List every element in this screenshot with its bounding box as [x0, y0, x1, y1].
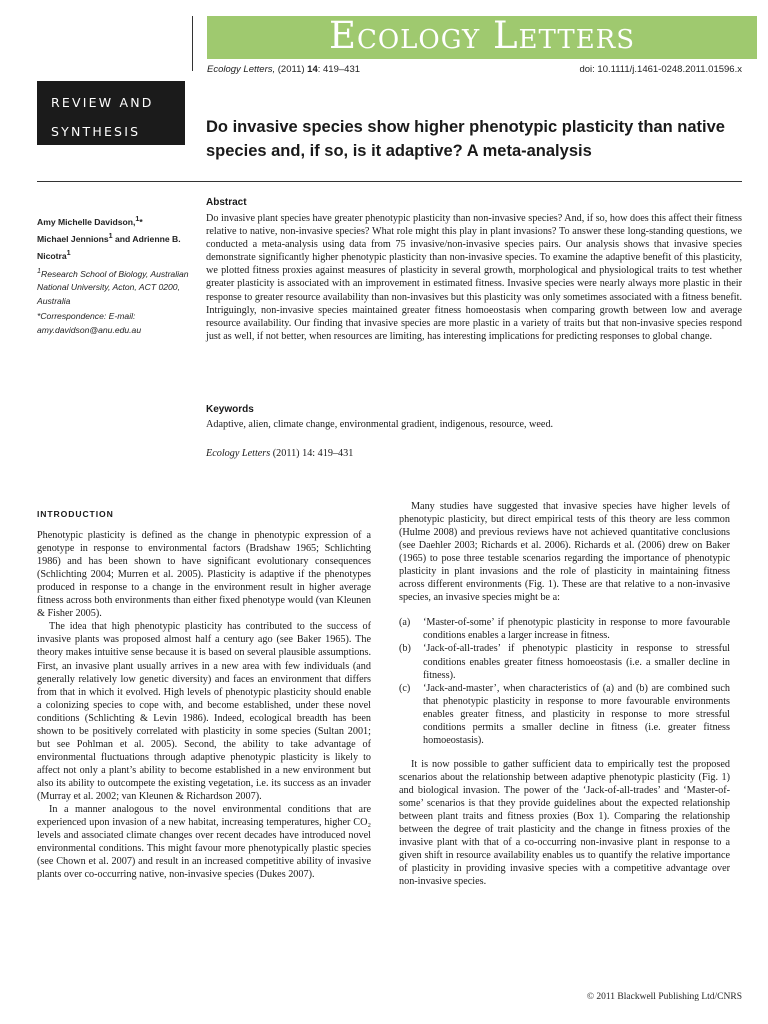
author-block: [37, 212, 197, 337]
right-paragraph-2: It is now possible to gather sufficient data to empirically test the proposed scenarios about the relationship between adaptive phenotypic plasticity (Fig. 1) and biological invasion. The power of the ‘Jack-of-all-trades’ and ‘Master-of-some’ scenarios is that they provide guidelines about the expected relationship between plant traits and fitness proxies (Box 1). Comparing the relationship between the degree of trait plasticity and the change in fitness proxies of the invasive plant with that of a co-occurring non-invasive plant in response to a given shift in resource availability enables us to quantify the relative importance of plasticity in providing invasive species with a competitive advantage over non-invasive species.: [399, 758, 730, 888]
correspondence: *Correspondence: E-mail: amy.davidson@anu.edu.au: [37, 311, 142, 336]
author-1-affil-mark: 1: [135, 215, 140, 223]
section-label-line2: SYNTHESIS: [51, 124, 141, 139]
affiliation-mark: 1: [37, 266, 41, 275]
intro-paragraph-2: The idea that high phenotypic plasticity has contributed to the success of invasive plants was proposed almost half a century ago (see Baker 1965). The theory makes intuitive sense because it is based on several plausible assumptions. First, an invasive plant usually arrives in a new area with few individuals (and generally relatively low genetic diversity) and faces an environment that differs from that in which it evolved. High levels of phenotypic plasticity should enable a colonizing species to cope with, and become established, under these novel conditions (Schlichting & Levin 1986). Indeed, ecological breadth has been shown to be positively correlated with plasticity in some species (Sultan 2001; but see Pohlman et al. 2005). Second, the ability to take advantage of environmental fluctuations through adaptive phenotypic plasticity is likely to affect not only a plant’s ability to become established in a new environment but also its ability to outcompete the existing vegetation, i.e. its success as an invader (Murray et al. 2002; van Kleunen & Richardson 2007).: [37, 621, 371, 802]
keywords-text: Adaptive, alien, climate change, environmental gradient, indigenous, resource, weed.: [206, 419, 554, 430]
author-2: Michael Jennions: [37, 233, 109, 244]
cite-details: (2011) 14: 419–431: [270, 448, 354, 459]
author-1-corresponding-mark: *: [139, 216, 143, 227]
intro-paragraph-3: In a manner analogous to the novel environmental conditions that are experienced upon invasion of a new habitat, increasing temperatures, higher CO₂ levels and associated climate changes over recent decades have introduced novel environmental conditions. This might favour more phenotypically plastic species (see Chown et al. 2007) and result in an increased competitive ability of invasive plants over co-occurring native, non-invasive species (Dukes 2007).: [37, 804, 371, 881]
header-divider: [192, 16, 193, 71]
abstract-text: Do invasive plant species have greater phenotypic plasticity than non-invasive species? And, if so, how does this affect their fitness relative to native, non-invasive species? What role might this play in plant invasions? To answer these long-standing questions, we conducted a meta-analysis using data from 75 invasive/non-invasive species pairs. Our analysis shows that invasive species demonstrate significantly higher phenotypic plasticity than non-invasive species. To examine the adaptive benefit of this plasticity, we plotted fitness proxies against measures of plasticity in several growth, morphological and physiological traits to test whether greater plasticity is associated with an improvement in estimated fitness. Invasive species were nearly always more plastic in their response to greater resource availability than non-invasives but this plasticity was only sometimes associated with a fitness benefit. Intriguingly, non-invasive species maintained greater fitness homoeostasis when comparing growth between low and average resource availability. Our finding that invasive species are more plastic in a variety of traits but that non-invasive species respond just as well, if not better, when resources are limiting, has interesting implications for predicting responses to global change.: [206, 213, 742, 342]
title-rule: [37, 181, 742, 182]
journal-name: Ecology Letters: [328, 14, 636, 57]
cite-journal: Ecology Letters: [206, 448, 271, 459]
author-1: Amy Michelle Davidson,: [37, 216, 136, 227]
section-label-box: [37, 81, 185, 145]
list-item: [399, 642, 730, 681]
article-title: Do invasive species show higher phenotypic plasticity than native species and, if so, is it adaptive? A meta-analysis: [206, 118, 725, 160]
scenario-list: [399, 616, 730, 746]
author-names: [37, 212, 197, 263]
list-item: [399, 616, 730, 642]
article-citation-line: [206, 448, 353, 459]
copyright-footer: © 2011 Blackwell Publishing Ltd/CNRS: [586, 992, 742, 1002]
right-paragraph-1: Many studies have suggested that invasive species have higher levels of phenotypic plasticity, but direct empirical tests of this theory are less common (Hulme 2008) and previous reviews have not achieved quantitative conclusions (see Daehler 2003; Richards et al. 2006). Richards et al. (2006) drew on Baker (1965) to pose three testable scenarios regarding the importance of phenotypic plasticity in plant invasions and the role of plasticity in maintaining fitness across different environments (Fig. 1). These are that relative to a non-invasive species, an invasive species might be a:: [399, 501, 730, 604]
list-item-label: (b): [399, 643, 411, 655]
list-item-label: (a): [399, 617, 411, 629]
list-item-text: ‘Master-of-some’ if phenotypic plasticity in response to more favourable conditions enables a larger increase in fitness.: [423, 617, 730, 642]
citation-volume: 14: [307, 64, 318, 75]
doi: doi: 10.1111/j.1461-0248.2011.01596.x: [579, 64, 742, 75]
body-column-left: [37, 500, 371, 881]
citation-pages: : 419–431: [317, 64, 361, 75]
journal-citation: [207, 64, 360, 75]
author-3-affil-mark: 1: [66, 248, 71, 257]
author-2-affil-mark: 1: [108, 231, 113, 240]
body-column-right: [399, 500, 730, 888]
list-item-text: ‘Jack-and-master’, when characteristics of (a) and (b) are combined such that phenotypic plasticity in response to more favourable environments enables greater fitness, and plasticity in response to more stressful conditions permits a smaller decline in fitness (i.e. greater fitness homoeostasis).: [423, 682, 730, 746]
list-item-label: (c): [399, 682, 411, 694]
section-label-line1: REVIEW AND: [51, 95, 154, 110]
author-affiliation: [37, 264, 197, 309]
author-3: and Adrienne B. Nicotra: [37, 233, 181, 261]
journal-banner: [207, 16, 757, 59]
intro-paragraph-1: Phenotypic plasticity is defined as the change in phenotypic expression of a genotype in response to environmental factors (Bradshaw 1965; Schlichting 1986) and has been shown to have significant evolutionary consequences (Schlichting 2004; Murren et al. 2005). Plasticity is adaptive if the phenotypes produced in response to a change in the environment result in higher average fitness across both environments than either fixed phenotype would (van Kleunen & Fisher 2005).: [37, 530, 371, 620]
citation-year: (2011): [277, 64, 305, 75]
list-item-text: ‘Jack-of-all-trades’ if phenotypic plasticity in response to stressful conditions enables greater fitness homoeostasis (i.e. a smaller decline in fitness).: [423, 643, 730, 681]
citation-journal: Ecology Letters,: [207, 64, 276, 75]
list-item: [399, 682, 730, 747]
introduction-heading: INTRODUCTION: [37, 509, 114, 519]
keywords-heading: Keywords: [206, 404, 254, 415]
abstract-heading: Abstract: [206, 197, 247, 208]
affiliation-text: Research School of Biology, Australian National University, Acton, ACT 0200, Australia: [37, 268, 189, 307]
